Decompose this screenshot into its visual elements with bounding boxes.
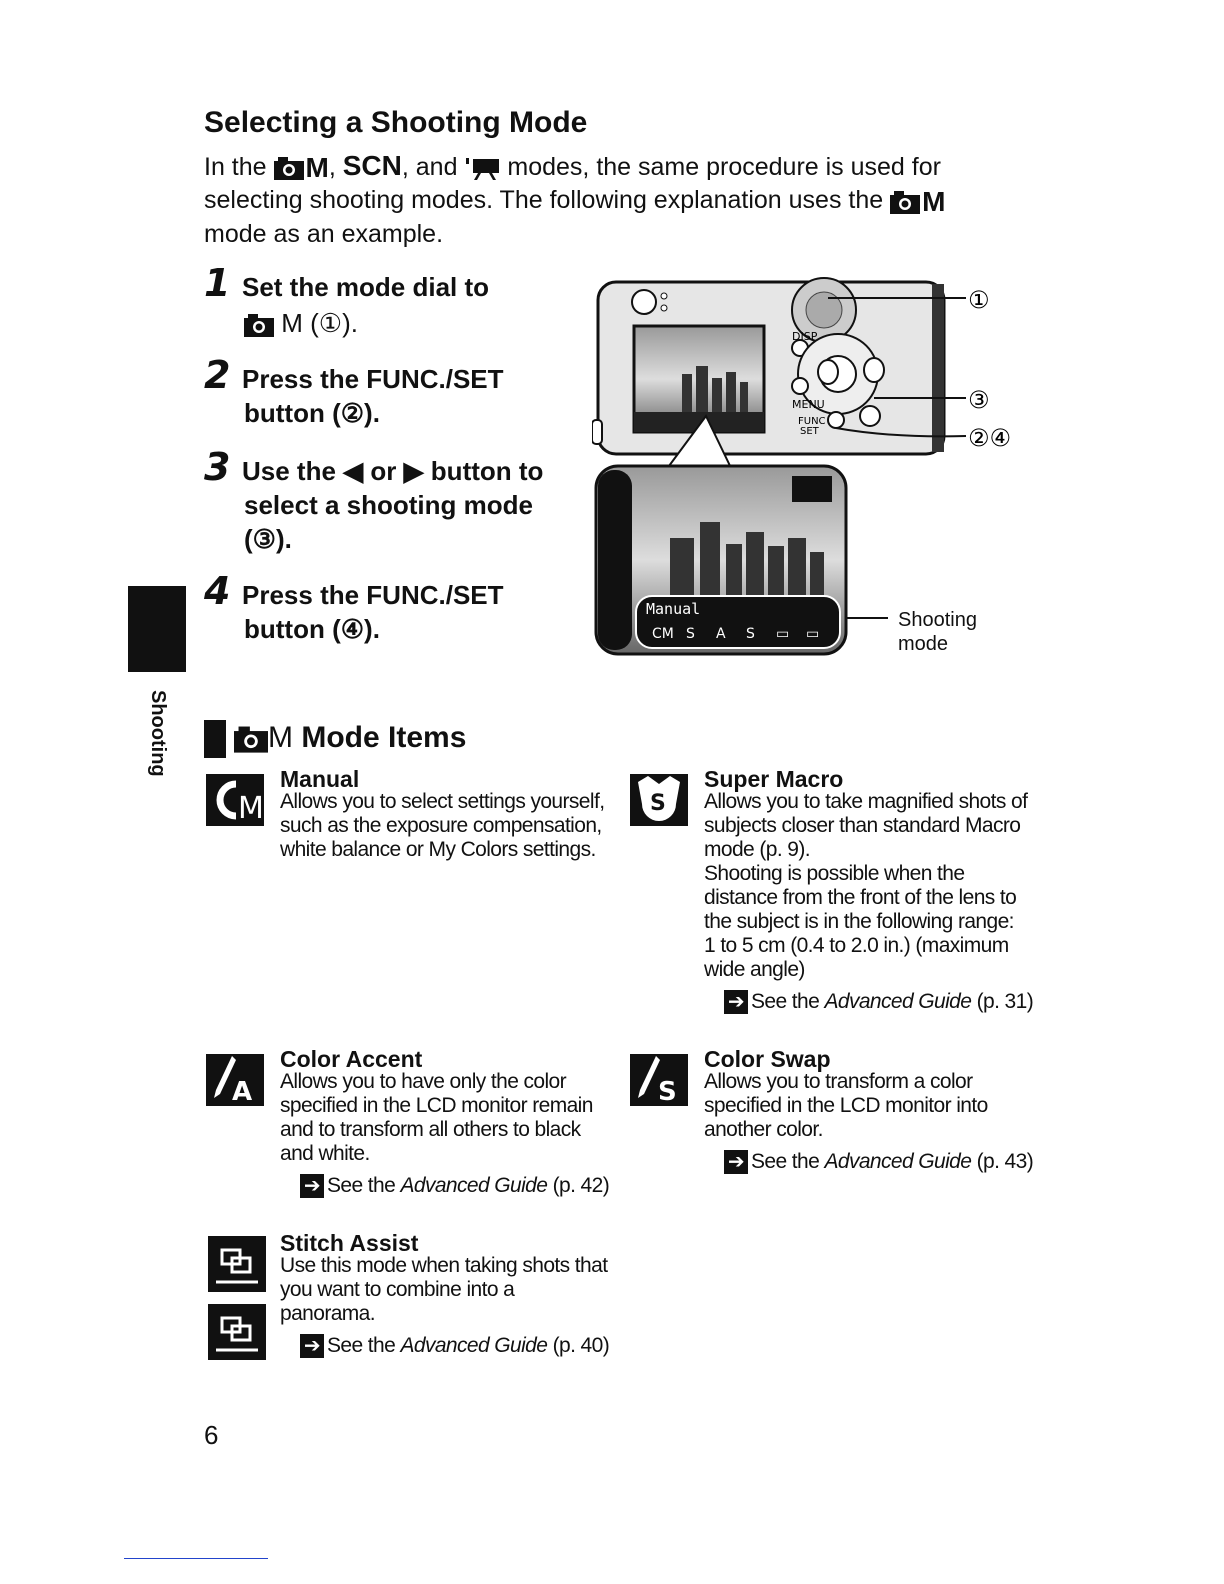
- step-number: 2: [204, 353, 231, 397]
- desc-line: the subject is in the following range:: [704, 910, 1014, 933]
- item-desc: [280, 1254, 609, 1358]
- ref-guide: Advanced Guide: [400, 1174, 548, 1197]
- step-text: Set the mode dial to: [242, 272, 490, 302]
- step-2: [204, 353, 504, 430]
- callout-3: ③: [968, 386, 990, 414]
- label-line: mode: [898, 633, 949, 655]
- svg-text:▭: ▭: [776, 626, 790, 642]
- intro-text-1: In the: [204, 153, 267, 181]
- desc-line: specified in the LCD monitor into: [704, 1094, 988, 1117]
- step-1: [204, 261, 490, 340]
- arrow-right-icon: ➔: [300, 1334, 324, 1358]
- desc-line: such as the exposure compensation,: [280, 814, 602, 837]
- section-bar: [204, 720, 226, 758]
- svg-text:CM: CM: [652, 626, 674, 642]
- super-macro-icon: [630, 774, 688, 826]
- ref-prefix: See the: [751, 990, 820, 1013]
- desc-line: distance from the front of the lens to: [704, 886, 1017, 909]
- step-text: button (④).: [244, 614, 380, 644]
- desc-line: Allows you to select settings yourself,: [280, 790, 605, 813]
- movie-icon: [464, 156, 500, 180]
- ref-guide: Advanced Guide: [824, 990, 972, 1013]
- step-text: (③).: [244, 524, 292, 554]
- svg-text:▭: ▭: [806, 626, 820, 642]
- svg-text:FUNC: FUNC: [798, 416, 826, 427]
- ref-page: (p. 31): [976, 990, 1034, 1013]
- item-desc: [704, 790, 1033, 1014]
- step-text: Press the FUNC./SET: [242, 364, 504, 394]
- step-text: button (②).: [244, 398, 380, 428]
- step-number: 3: [204, 445, 231, 489]
- step-text: M (①).: [281, 308, 358, 338]
- ref-prefix: See the: [327, 1334, 396, 1357]
- item-color-swap: [630, 1046, 1050, 1186]
- item-desc: [280, 790, 604, 862]
- step-3: [204, 445, 544, 556]
- callout-2-4: ②④: [968, 424, 1012, 452]
- ref-page: (p. 40): [552, 1334, 610, 1357]
- ref-prefix: See the: [751, 1150, 820, 1173]
- desc-line: 1 to 5 cm (0.4 to 2.0 in.) (maximum: [704, 934, 1009, 957]
- page-number: 6: [204, 1420, 219, 1450]
- intro-and: , and: [401, 153, 458, 181]
- color-accent-icon: [206, 1054, 264, 1106]
- desc-line: you want to combine into a: [280, 1278, 515, 1301]
- footer-line: [124, 1558, 268, 1559]
- item-desc: [704, 1070, 1033, 1174]
- guide-reference: [280, 1174, 609, 1198]
- desc-line: white balance or My Colors settings.: [280, 838, 596, 861]
- arrow-right-icon: ➔: [724, 1150, 748, 1174]
- item-name: Color Swap: [704, 1046, 831, 1072]
- item-manual: [206, 766, 606, 876]
- section-title-text: Mode Items: [301, 720, 467, 754]
- step-number: 1: [204, 261, 231, 305]
- svg-text:DISP: DISP: [792, 330, 818, 343]
- camera-icon: [274, 156, 304, 180]
- desc-line: Shooting is possible when the: [704, 862, 965, 885]
- item-name: Super Macro: [704, 766, 844, 792]
- page-title: Selecting a Shooting Mode: [204, 106, 588, 139]
- item-desc: [280, 1070, 609, 1198]
- item-name: Stitch Assist: [280, 1230, 419, 1256]
- svg-text:SET: SET: [800, 426, 819, 437]
- intro-paragraph: [204, 150, 1004, 250]
- arrow-right-icon: ➔: [724, 990, 748, 1014]
- viewfinder: [632, 290, 656, 314]
- step-4: [204, 569, 504, 646]
- guide-reference: [704, 1150, 1033, 1174]
- color-swap-icon: [630, 1054, 688, 1106]
- intro-comma: ,: [328, 153, 336, 181]
- ref-prefix: See the: [327, 1174, 396, 1197]
- chapter-tab-block: [128, 586, 186, 672]
- desc-line: and white.: [280, 1142, 370, 1165]
- desc-line: mode (p. 9).: [704, 838, 811, 861]
- item-super-macro: [630, 766, 1050, 1026]
- camera-icon: [890, 190, 920, 214]
- ref-page: (p. 42): [552, 1174, 610, 1197]
- desc-line: another color.: [704, 1118, 823, 1141]
- section-title-m: M: [268, 720, 293, 754]
- camera-icon: [234, 725, 268, 753]
- ref-page: (p. 43): [976, 1150, 1034, 1173]
- stitch-assist-icon: [208, 1236, 268, 1362]
- label-line: Shooting: [898, 609, 977, 631]
- manual-mode-icon: [206, 774, 264, 826]
- step-text: Use the ◀ or ▶ button to: [242, 456, 544, 486]
- desc-line: panorama.: [280, 1302, 375, 1325]
- intro-mode-m: M: [922, 185, 946, 217]
- desc-line: wide angle): [704, 958, 805, 981]
- item-name: Manual: [280, 766, 360, 792]
- intro-text-3: mode as an example.: [204, 219, 444, 248]
- callout-1: ①: [968, 286, 990, 314]
- desc-line: Allows you to take magnified shots of: [704, 790, 1028, 813]
- shooting-mode-label: [898, 608, 977, 656]
- svg-text:MENU: MENU: [792, 398, 825, 411]
- step-number: 4: [204, 569, 231, 613]
- color-accent-icon-text: A: [232, 1077, 253, 1106]
- svg-text:S: S: [746, 626, 755, 642]
- camera-icon: [244, 313, 274, 337]
- chapter-tab-label: Shooting: [147, 690, 169, 777]
- func-set-button: [828, 412, 844, 428]
- intro-text-2: modes, the same procedure is used for selecting shooting modes. The following explanation uses the: [204, 153, 941, 215]
- manual-icon-text: M: [238, 791, 264, 826]
- item-stitch-assist: [206, 1230, 626, 1370]
- item-color-accent: [206, 1046, 626, 1216]
- step-text: select a shooting mode: [244, 490, 533, 520]
- desc-line: Allows you to have only the color: [280, 1070, 567, 1093]
- desc-line: Allows you to transform a color: [704, 1070, 973, 1093]
- super-macro-icon-text: S: [650, 791, 666, 816]
- color-swap-icon-text: S: [658, 1077, 677, 1106]
- item-name: Color Accent: [280, 1046, 423, 1072]
- lcd-mode-text: Manual: [646, 600, 701, 618]
- intro-mode-m: M: [305, 152, 329, 184]
- svg-text:S: S: [686, 626, 695, 642]
- ref-guide: Advanced Guide: [400, 1334, 548, 1357]
- desc-line: subjects closer than standard Macro: [704, 814, 1021, 837]
- guide-reference: [280, 1334, 609, 1358]
- svg-text:A: A: [716, 626, 726, 642]
- intro-scn: SCN: [342, 150, 402, 181]
- guide-reference: [704, 990, 1033, 1014]
- section-title: [204, 720, 466, 758]
- arrow-right-icon: ➔: [300, 1174, 324, 1198]
- desc-line: Use this mode when taking shots that: [280, 1254, 608, 1277]
- step-text: Press the FUNC./SET: [242, 580, 504, 610]
- ref-guide: Advanced Guide: [824, 1150, 972, 1173]
- desc-line: and to transform all others to black: [280, 1118, 581, 1141]
- desc-line: specified in the LCD monitor remain: [280, 1094, 593, 1117]
